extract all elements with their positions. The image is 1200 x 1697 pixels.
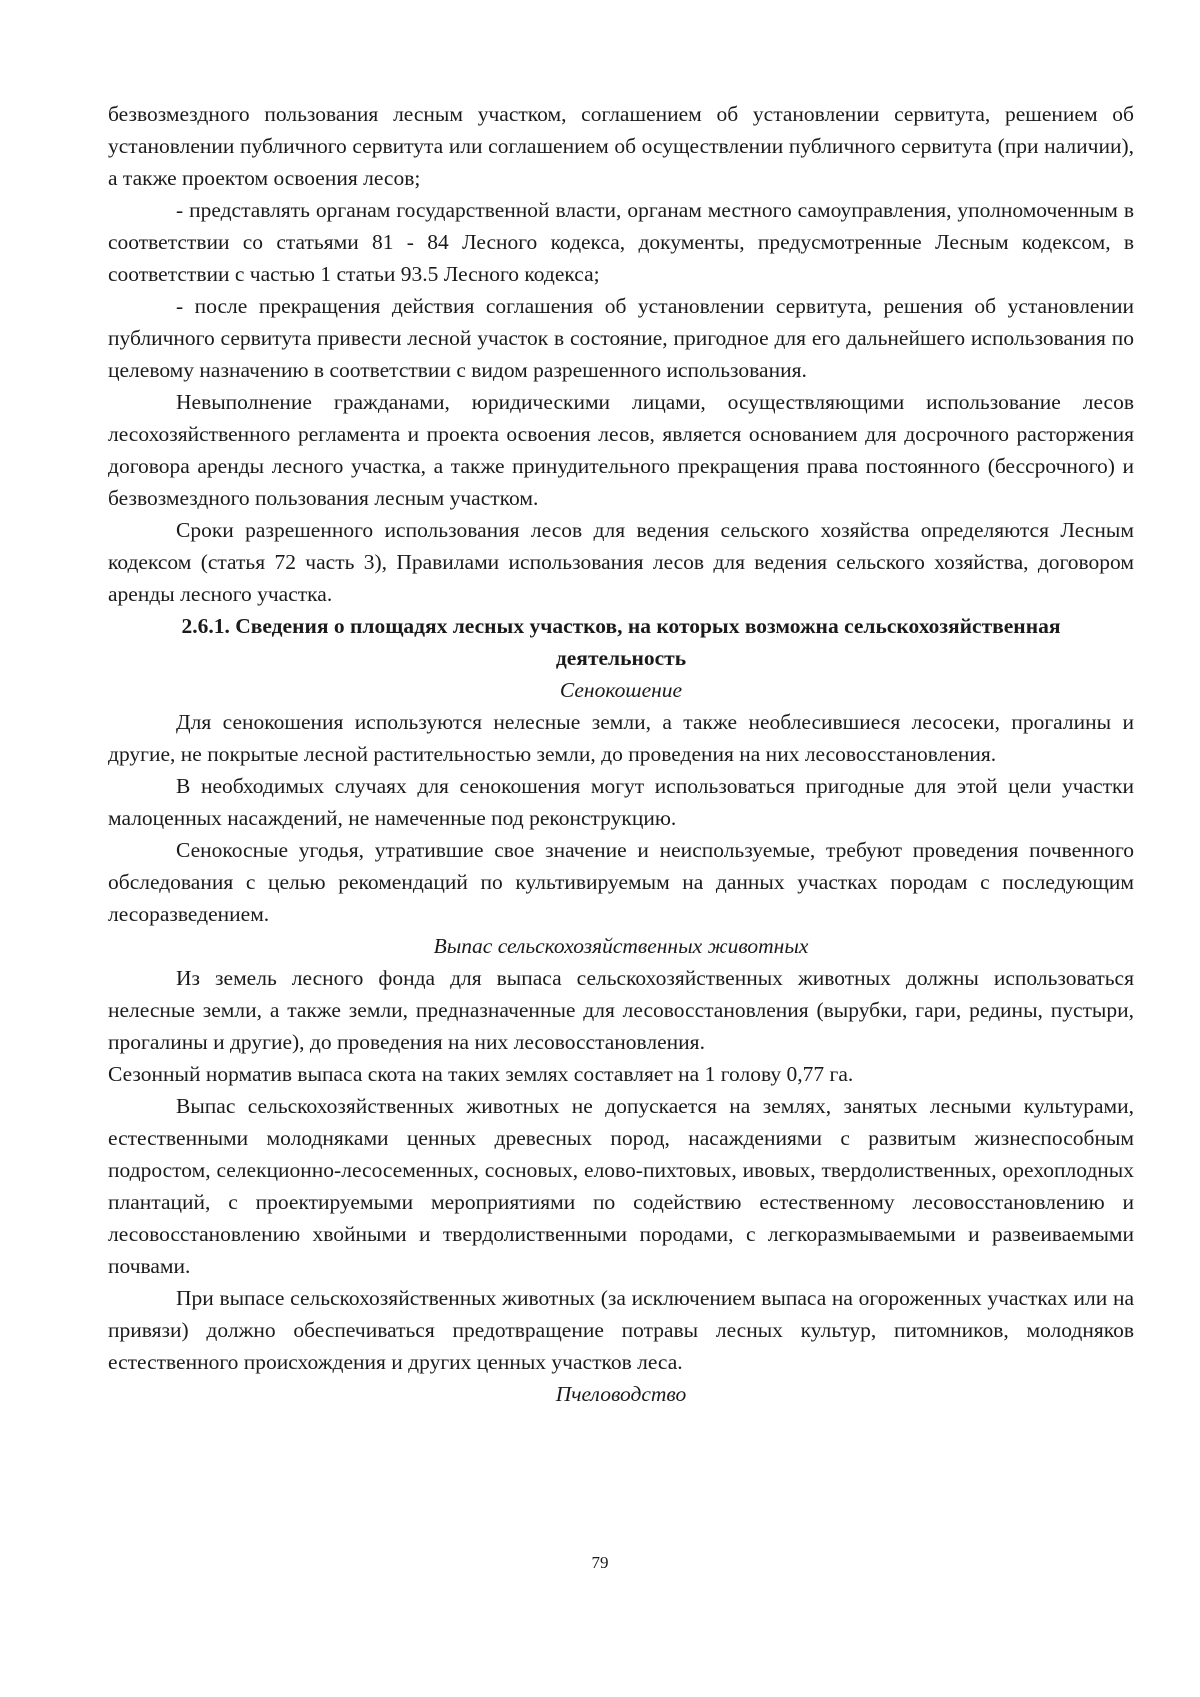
subheading-beekeeping: Пчеловодство: [555, 1382, 687, 1406]
document-page: [108, 98, 1134, 1410]
subheading-haymaking: Сенокошение: [559, 678, 683, 702]
paragraph-grazing-prohibited: Выпас сельскохозяйственных животных не допускается на землях, занятых лесными культурами, естественными молодняками ценных древесных пород, насаждениями с развитым жизнеспособным подростом, селекционно-лесосеменных, сосновых, елово-пихтовых, ивовых, твердолиственных, орехоплодных плантаций, с проектируемыми мероприятиями по содействию естественному лесовосстановлению и лесовосстановлению хвойными и твердолиственными породами, с легкоразмываемыми и развеиваемыми почвами.: [108, 1094, 1134, 1278]
page-number: 79: [591, 1553, 609, 1572]
paragraph-servitude-end: безвозмездного пользования лесным участком, соглашением об установлении сервитута, решением об установлении публичного сервитута или соглашением об осуществлении публичного сервитута (при наличии), а также проектом освоения лесов;: [108, 102, 1134, 190]
paragraph-grazing-lands: Из земель лесного фонда для выпаса сельскохозяйственных животных должны использоваться нелесные земли, а также земли, предназначенные для лесовосстановления (вырубки, гари, редины, пустыри, прогалины и другие), до проведения на них лесовосстановления.: [108, 966, 1134, 1054]
paragraph-non-compliance: Невыполнение гражданами, юридическими лицами, осуществляющими использование лесов лесохозяйственного регламента и проекта освоения лесов, является основанием для досрочного расторжения договора аренды лесного участка, а также принудительного прекращения права постоянного (бессрочного) и безвозмездного пользования лесным участком.: [108, 390, 1134, 510]
subheading-grazing: Выпас сельскохозяйственных животных: [433, 934, 809, 958]
paragraph-haymaking-lands: Для сенокошения используются нелесные земли, а также необлесившиеся лесосеки, прогалины и другие, не покрытые лесной растительностью земли, до проведения на них лесовосстановления.: [108, 710, 1134, 766]
paragraph-haymaking-survey: Сенокосные угодья, утратившие свое значение и неиспользуемые, требуют проведения почвенного обследования с целью рекомендаций по культивируемым на данных участках породам с последующим лесоразведением.: [108, 838, 1134, 926]
paragraph-documents-duty: - представлять органам государственной власти, органам местного самоуправления, уполномоченным в соответствии со статьями 81 - 84 Лесного кодекса, документы, предусмотренные Лесным кодексом, в соответствии с частью 1 статьи 93.5 Лесного кодекса;: [108, 198, 1134, 286]
paragraph-terms: Сроки разрешенного использования лесов для ведения сельского хозяйства определяются Лесным кодексом (статья 72 часть 3), Правилами использования лесов для ведения сельского хозяйства, договором аренды лесного участка.: [108, 518, 1134, 606]
section-heading: 2.6.1. Сведения о площадях лесных участков, на которых возможна сельскохозяйственная деятельность: [181, 614, 1061, 670]
paragraph-haymaking-low-value: В необходимых случаях для сенокошения могут использоваться пригодные для этой цели участки малоценных насаждений, не намеченные под реконструкцию.: [108, 774, 1134, 830]
paragraph-restore-plot: - после прекращения действия соглашения об установлении сервитута, решения об установлении публичного сервитута привести лесной участок в состояние, пригодное для его дальнейшего использования по целевому назначению в соответствии с видом разрешенного использования.: [108, 294, 1134, 382]
paragraph-grazing-protection: При выпасе сельскохозяйственных животных (за исключением выпаса на огороженных участках или на привязи) должно обеспечиваться предотвращение потравы лесных культур, питомников, молодняков естественного происхождения и других ценных участков леса.: [108, 1286, 1134, 1374]
paragraph-grazing-norm: Сезонный норматив выпаса скота на таких землях составляет на 1 голову 0,77 га.: [108, 1062, 854, 1086]
